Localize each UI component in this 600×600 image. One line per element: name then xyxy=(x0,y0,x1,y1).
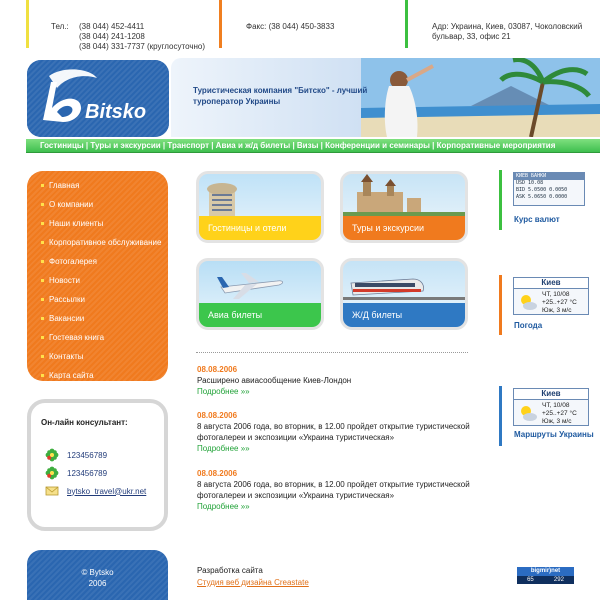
bank-bid-row: BID 5.0500 0.0050 xyxy=(516,187,568,193)
svg-text:Bitsko: Bitsko xyxy=(85,101,147,123)
weather-temp: +25..+27 °C xyxy=(542,299,577,306)
email-contact[interactable] xyxy=(45,484,146,498)
news-more-link[interactable]: Подробнее »» xyxy=(197,387,250,396)
icq-contact-1[interactable] xyxy=(45,448,107,462)
tile-rail-tickets-label: Ж/Д билеты xyxy=(343,303,465,327)
routes-link[interactable]: Маршруты Украины xyxy=(514,430,594,439)
sidebar-menu xyxy=(27,171,168,381)
icq-flower-icon xyxy=(45,448,59,462)
weather-text xyxy=(542,291,577,315)
logo-graphic xyxy=(27,60,169,137)
sidebar-item-home[interactable]: Главная xyxy=(41,176,168,195)
bigmir-counter[interactable] xyxy=(517,567,574,584)
phone-block xyxy=(26,0,219,51)
tile-air-tickets[interactable] xyxy=(196,258,324,330)
news-text: 8 августа 2006 года, во вторник, в 12.00 пройдет открытие туристической xyxy=(197,422,470,431)
weather-city: Киев xyxy=(514,389,588,400)
sidebar-item-gallery[interactable]: Фотогалерея xyxy=(41,252,168,271)
weather-link[interactable]: Погода xyxy=(514,321,543,330)
copyright-text: © Bytsko xyxy=(81,568,114,577)
sidebar-item-contacts[interactable]: Контакты xyxy=(41,347,168,366)
bank-header: КИЕВ БАНКИ xyxy=(514,173,584,180)
phone-3: (38 044) 331-7737 (круглосуточно) xyxy=(78,42,206,51)
tile-rail-tickets[interactable] xyxy=(340,258,468,330)
weather-informer[interactable] xyxy=(513,277,589,315)
sidebar-item-news[interactable]: Новости xyxy=(41,271,168,290)
top-nav[interactable] xyxy=(26,139,600,153)
footer-copyright xyxy=(27,550,168,600)
icq-number-1: 123456789 xyxy=(67,450,108,460)
envelope-icon xyxy=(45,484,59,498)
airplane-photo xyxy=(199,261,321,309)
weather-city: Киев xyxy=(514,278,588,289)
counter-name: bigmir)net xyxy=(517,567,574,576)
bank-rates-informer[interactable] xyxy=(513,172,585,206)
banner-tagline xyxy=(193,85,367,107)
counter-value-b: 292 xyxy=(553,577,564,583)
developer-credit xyxy=(197,565,309,589)
news-text-2: фотогалереи и экспозиции «Украина туристическая» xyxy=(197,491,395,500)
fax-block xyxy=(219,0,405,48)
news-divider xyxy=(196,352,468,353)
icq-contact-2[interactable] xyxy=(45,466,107,480)
sidebar-item-clients[interactable]: Наши клиенты xyxy=(41,214,168,233)
address-line-2: бульвар, 33, офис 21 xyxy=(432,32,511,41)
news-date: 08.08.2006 xyxy=(197,365,238,374)
weather-date: ЧТ, 10/08 xyxy=(542,402,570,409)
tile-hotels[interactable] xyxy=(196,171,324,243)
currency-widget xyxy=(499,170,600,230)
hotel-photo xyxy=(199,174,321,222)
bank-currency-row xyxy=(514,180,584,187)
address-line-1: Адр: Украина, Киев, 03087, Чоколовский xyxy=(432,22,583,31)
sidebar-item-mailing[interactable]: Рассылки xyxy=(41,290,168,309)
weather-informer-2[interactable] xyxy=(513,388,589,426)
news-text: 8 августа 2006 года, во вторник, в 12.00 пройдет открытие туристической xyxy=(197,480,470,489)
news-text-2: фотогалереи и экспозиции «Украина туристическая» xyxy=(197,433,395,442)
banner-line-2: туроператор Украины xyxy=(193,97,281,106)
phone-2: (38 044) 241-1208 xyxy=(78,32,145,41)
castle-photo xyxy=(343,174,465,222)
tile-tours[interactable] xyxy=(340,171,468,243)
tile-air-tickets-label: Авиа билеты xyxy=(199,303,321,327)
bank-ask-row: ASK 5.0650 0.0000 xyxy=(516,194,568,200)
banner-line-1: Туристическая компания "Битско" - лучший xyxy=(193,86,368,95)
weather-widget xyxy=(499,275,600,335)
sun-cloud-icon xyxy=(517,291,539,313)
top-nav-links[interactable]: Гостиницы | Туры и экскурсии | Транспорт | Авиа и ж/д билеты | Визы | Конференции и семинары | Корпоративные мероприятия xyxy=(40,141,556,150)
news-more-link[interactable]: Подробнее »» xyxy=(197,502,250,511)
weather-date: ЧТ, 10/08 xyxy=(542,291,570,298)
news-more-link[interactable]: Подробнее »» xyxy=(197,444,250,453)
news-text: Расширено авиасообщение Киев-Лондон xyxy=(197,376,352,385)
sidebar-item-about[interactable]: О компании xyxy=(41,195,168,214)
news-item xyxy=(197,364,477,397)
counter-values xyxy=(517,576,574,584)
sidebar-item-sitemap[interactable]: Карта сайта xyxy=(41,366,168,381)
consultant-title: Он-лайн консультант: xyxy=(41,418,128,427)
tile-tours-label: Туры и экскурсии xyxy=(343,216,465,240)
currency-link[interactable]: Курс валют xyxy=(514,215,560,224)
sidebar-item-vacancies[interactable]: Вакансии xyxy=(41,309,168,328)
email-link[interactable]: bytsko_travel@ukr.net xyxy=(67,486,147,496)
news-date: 08.08.2006 xyxy=(197,411,238,420)
sun-cloud-icon xyxy=(517,402,539,424)
logo[interactable] xyxy=(27,60,169,137)
fax: Факс: (38 044) 450-3833 xyxy=(246,22,335,31)
sidebar-item-guestbook[interactable]: Гостевая книга xyxy=(41,328,168,347)
news-item xyxy=(197,410,477,454)
bank-currency: USD xyxy=(516,180,526,186)
sidebar-item-corporate[interactable]: Корпоративное обслуживание xyxy=(41,233,168,252)
online-consultant xyxy=(27,399,168,531)
contact-bar xyxy=(0,0,600,51)
train-photo xyxy=(343,261,465,309)
weather-temp: +25..+27 °C xyxy=(542,410,577,417)
routes-widget xyxy=(499,386,600,446)
tile-hotels-label: Гостиницы и отели xyxy=(199,216,321,240)
phone-label: Тел.: xyxy=(51,22,69,31)
news-item xyxy=(197,468,477,512)
developer-link[interactable]: Студия веб дизайна Creastate xyxy=(197,578,309,587)
phone-1: (38 044) 452-4411 xyxy=(78,22,145,31)
copyright-year: 2006 xyxy=(88,579,107,588)
icq-flower-icon xyxy=(45,466,59,480)
weather-wind: Юж, 3 м/с xyxy=(542,307,572,314)
weather-text xyxy=(542,402,577,426)
address-block xyxy=(405,0,600,48)
counter-value-a: 65 xyxy=(527,577,534,583)
developer-label: Разработка сайта xyxy=(197,566,263,575)
hero-banner xyxy=(171,58,600,137)
bank-date: 10.08 xyxy=(528,180,544,186)
news-date: 08.08.2006 xyxy=(197,469,238,478)
icq-number-2: 123456789 xyxy=(67,468,108,478)
weather-wind: Юж, 3 м/с xyxy=(542,418,572,425)
